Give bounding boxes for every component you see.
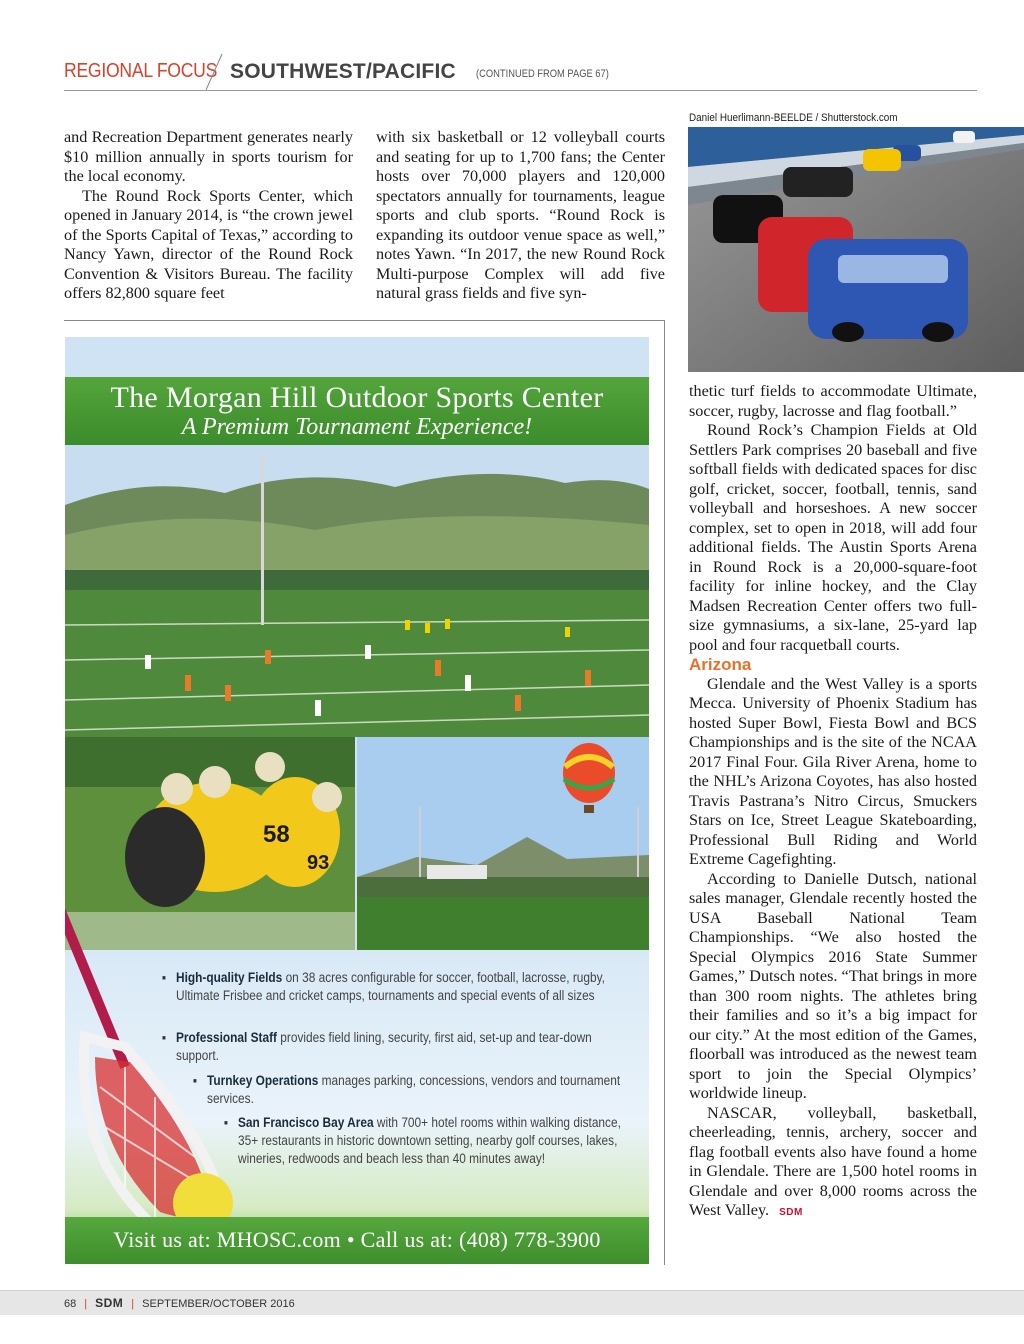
ad-bullet	[192, 1072, 629, 1108]
bullet-text: on 38 acres configurable for soccer, football, lacrosse, rugby, Ultimate Frisbee and cricket camps, tournaments and special events of all sizes	[176, 970, 605, 1003]
jersey-number: 58	[263, 821, 290, 848]
header-rule	[64, 90, 977, 91]
article-column-3	[689, 382, 977, 1223]
paragraph: and Recreation Department generates nearly $10 million annually in sports tourism for the local economy.	[64, 128, 353, 185]
paragraph-text: NASCAR, volleyball, basketball, cheerleading, tennis, archery, soccer and flag football events also have found a home in Glendale. There are 1,500 hotel rooms in Glendale and over 8,000 rooms across the West Valley.	[689, 1103, 977, 1219]
region-title: SOUTHWEST/PACIFIC	[230, 60, 456, 83]
paragraph: The Round Rock Sports Center, which opened in January 2014, is “the crown jewel of the Sports Capital of Texas,” according to Nancy Yawn, director of the Round Rock Convention & Visitors Bureau. The facility offers 82,800 square feet	[64, 186, 353, 302]
ad-bullet	[161, 969, 625, 1005]
issue-date: SEPTEMBER/OCTOBER 2016	[142, 1298, 295, 1310]
paragraph-last	[689, 1104, 977, 1223]
photo-credit: Daniel Huerlimann-BEELDE / Shutterstock.com	[689, 112, 898, 124]
footer-separator: |	[131, 1298, 135, 1310]
bullet-text: provides field lining, security, first aid, set-up and tear-down support.	[176, 1030, 592, 1063]
paragraph: According to Danielle Dutsch, national sales manager, Glendale recently hosted the USA Baseball National Team Championships. “We also hosted the Special Olympics 2016 State Summer Games,” Dutsch notes. “That brings in more than 300 room nights. The athletes bring their families and so it’s a big impact for our city.” At the most edition of the Games, floorball was introduced as the newest team sport to join the Special Olympics’ worldwide lineup.	[689, 869, 977, 1102]
ad-title: The Morgan Hill Outdoor Sports Center	[110, 381, 604, 414]
header-slash-divider	[202, 52, 226, 92]
bullet-text: manages parking, concessions, vendors and tournament services.	[207, 1073, 621, 1106]
bullet-bold: Turnkey Operations	[207, 1073, 319, 1088]
paragraph: Glendale and the West Valley is a sports Mecca. University of Phoenix Stadium has hosted Super Bowl, Fiesta Bowl and BCS Championships and is the site of the NCAA 2017 Final Four. Gila River Arena, home to the NHL’s Arizona Coyotes, has also hosted Travis Pastrana’s Nitro Circus, Smuckers Stars on Ice, Street League Skateboarding, Professional Bull Riding and World Extreme Cagefighting.	[689, 674, 977, 868]
section-label: REGIONAL FOCUS	[64, 60, 218, 82]
bullet-icon: ▪	[192, 1073, 198, 1088]
paragraph: thetic turf fields to accommodate Ultimate, soccer, rugby, lacrosse and flag football.”	[689, 382, 977, 420]
bullet-icon: ▪	[161, 1030, 167, 1045]
balloon-field-photo	[357, 737, 649, 950]
sdm-end-mark: SDM	[779, 1207, 803, 1218]
bullet-icon: ▪	[161, 970, 167, 985]
ad-contact-line: Visit us at: MHOSC.com • Call us at: (408) 778-3900	[113, 1227, 601, 1252]
ad-bullet	[223, 1114, 634, 1168]
subhead-arizona: Arizona	[689, 655, 752, 674]
page-footer	[64, 1296, 295, 1310]
footer-separator: |	[84, 1298, 88, 1310]
bullet-bold: Professional Staff	[176, 1030, 278, 1045]
nascar-photo	[688, 127, 1024, 372]
magazine-name: SDM	[95, 1296, 124, 1310]
ad-subtitle: A Premium Tournament Experience!	[181, 414, 533, 440]
bullet-text: with 700+ hotel rooms within walking distance, 35+ restaurants in historic downtown setting, nearby golf courses, lakes, wineries, redwoods and beach less than 40 minutes away!	[238, 1115, 621, 1166]
soccer-fields-photo	[65, 445, 649, 737]
continued-note: (CONTINUED FROM PAGE 67)	[476, 68, 609, 80]
morgan-hill-advertisement	[65, 337, 649, 1264]
ad-bullet	[161, 1029, 625, 1065]
article-column-2	[376, 128, 665, 304]
page-number: 68	[64, 1298, 77, 1310]
bullet-icon: ▪	[223, 1115, 229, 1130]
ad-frame-top	[64, 320, 665, 321]
jersey-number: 93	[307, 852, 330, 874]
ad-frame-right	[664, 320, 665, 1265]
paragraph: with six basketball or 12 volleyball courts and seating for up to 1,700 fans; the Center hosts over 70,000 players and 120,000 spectators annually for tournaments, league sports and club sports. “Round Rock is expanding its outdoor venue space as well,” notes Yawn. “In 2017, the new Round Rock Multi-purpose Complex will add five natural grass fields and five syn-	[376, 128, 665, 302]
article-column-1	[64, 128, 353, 304]
bullet-bold: San Francisco Bay Area	[238, 1115, 374, 1130]
bullet-bold: High-quality Fields	[176, 970, 283, 985]
paragraph: Round Rock’s Champion Fields at Old Settlers Park comprises 20 baseball and five softball fields with dedicated spaces for disc golf, cricket, soccer, football, tennis, sand volleyball and horseshoes. A new soccer complex, set to open in 2018, will add four additional fields. The Austin Sports Arena in Round Rock is a 20,000-square-foot facility for inline hockey, and the Clay Madsen Recreation Center offers two full-size gymnasiums, a six-lane, 25-yard lap pool and four racquetball courts.	[689, 421, 977, 654]
